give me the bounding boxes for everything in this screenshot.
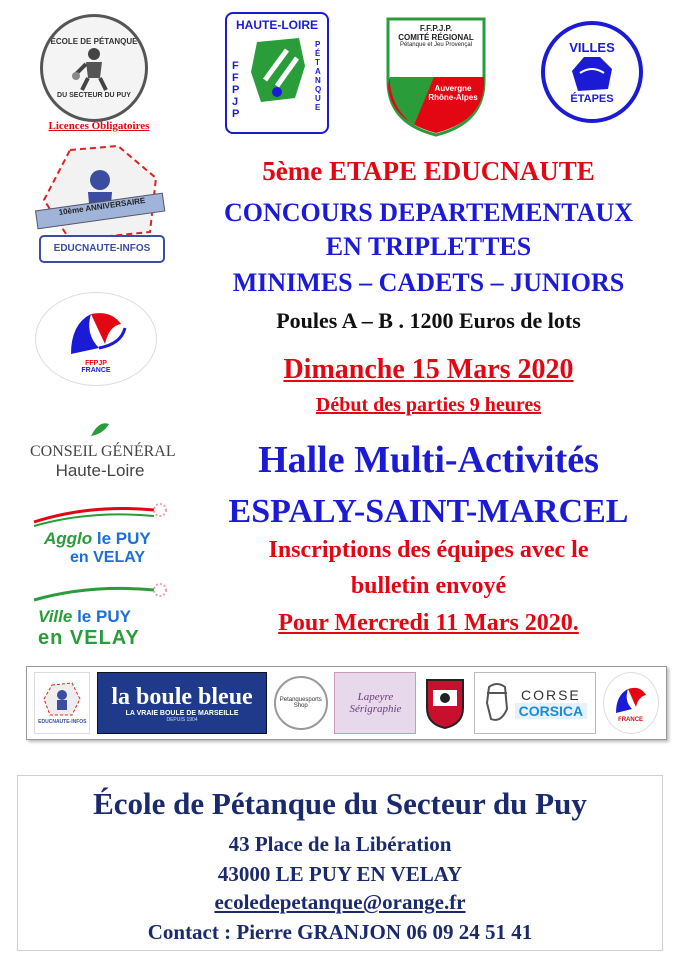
- villes-top: VILLES: [569, 39, 615, 55]
- moor-head-icon: [483, 681, 511, 725]
- ecole-logo-bottom-text: DU SECTEUR DU PUY: [57, 92, 131, 99]
- event-date: Dimanche 15 Mars 2020: [283, 354, 574, 385]
- comite-line1: F.F.P.J.P.: [419, 24, 453, 33]
- boule-title: la boule bleue: [111, 683, 253, 710]
- sponsor-corse: [474, 672, 596, 734]
- petanque-player-icon: [72, 46, 116, 92]
- sponsor-lapeyre: [334, 672, 416, 734]
- comite-line2: COMITÉ RÉGIONAL: [398, 33, 474, 42]
- shop-label: Petanquesports Shop: [279, 697, 322, 709]
- ville-part3: en VELAY: [38, 627, 140, 649]
- comite-line4: Auvergne Rhône-Alpes: [428, 84, 478, 102]
- sponsor-educ-label: EDUCNAUTE-INFOS: [38, 719, 87, 725]
- contact-box: [17, 775, 663, 951]
- ffpjp-france-logo: [30, 292, 162, 386]
- event-registration-line2: bulletin envoyé: [350, 573, 507, 599]
- corsica-label: CORSICA: [515, 703, 588, 719]
- event-venue: Halle Multi-Activités: [258, 439, 599, 481]
- school-city: 43000 LE PUY EN VELAY: [217, 862, 463, 886]
- ville-part1: Ville: [38, 607, 73, 626]
- comite-line3: Pétanque et Jeu Provençal: [399, 42, 473, 48]
- corse-label: CORSE: [520, 687, 581, 703]
- event-categories: MINIMES – CADETS – JUNIORS: [232, 268, 625, 297]
- event-pools: Poules A – B . 1200 Euros de lots: [276, 308, 581, 333]
- haute-loire-title: HAUTE-LOIRE: [236, 18, 318, 32]
- sponsor-ffpjp: [603, 672, 659, 734]
- rooster-icon: [61, 304, 131, 360]
- school-email[interactable]: ecoledepetanque@orange.fr: [214, 890, 466, 914]
- event-title-line2: EN TRIPLETTES: [325, 232, 532, 261]
- conseil-line1: CONSEIL GÉNÉRAL: [30, 443, 176, 460]
- lapeyre-label: Lapeyre Sérigraphie: [349, 691, 402, 715]
- ville-part2: le PUY: [77, 607, 131, 626]
- boule-since: DEPUIS 1904: [166, 716, 198, 723]
- haute-loire-logo: [225, 12, 329, 134]
- school-address: 43 Place de la Libération: [228, 832, 452, 856]
- ffpjp-line2: FRANCE: [81, 367, 111, 374]
- event-registration-line1: Inscriptions des équipes avec le: [268, 537, 589, 563]
- ffpjp-line1: FFPJP: [85, 360, 107, 367]
- school-contact: Contact : Pierre GRANJON 06 09 24 51 41: [147, 920, 533, 944]
- conseil-leaf-icon: [89, 420, 111, 438]
- educnaute-small-icon: [42, 681, 82, 719]
- villes-etapes-logo: [537, 17, 647, 127]
- france-map-icon: [570, 55, 614, 93]
- educnaute-banner: EDUCNAUTE-INFOS: [53, 243, 151, 254]
- agglo-part3: en VELAY: [70, 549, 145, 566]
- haute-loire-map-icon: [247, 36, 309, 106]
- ecole-logo: [38, 16, 150, 120]
- agglo-part1: Agglo: [44, 529, 93, 548]
- agglo-part2: le PUY: [96, 529, 151, 548]
- agglo-swoosh-icon: [30, 500, 170, 530]
- sponsor-boule-bleue: [97, 672, 267, 734]
- conseil-line2: Haute-Loire: [55, 461, 145, 480]
- comite-regional-logo: [383, 14, 489, 138]
- club-shield-icon: [425, 676, 465, 730]
- event-stage: 5ème ETAPE EDUCNAUTE: [262, 156, 595, 186]
- sponsor-educnaute: [34, 672, 90, 734]
- licences-note: Licences Obligatoires: [48, 120, 150, 132]
- haute-loire-petanque: PÉTANQUE: [315, 40, 322, 112]
- event-deadline: Pour Mercredi 11 Mars 2020.: [278, 610, 579, 636]
- school-name: École de Pétanque du Secteur du Puy: [93, 786, 587, 821]
- educnaute-ribbon: 10ème ANNIVERSAIRE: [58, 195, 146, 218]
- event-title-line1: CONCOURS DEPARTEMENTAUX: [223, 198, 634, 227]
- haute-loire-ffpjp: FFPJP: [232, 60, 240, 120]
- event-start: Début des parties 9 heures: [315, 394, 542, 416]
- sponsor-shield: [423, 672, 467, 734]
- ville-swoosh-icon: [30, 580, 170, 608]
- agglo-logo: [30, 500, 170, 572]
- ecole-logo-top-text: ÉCOLE DE PÉTANQUE: [50, 37, 138, 46]
- rooster-small-icon: [612, 683, 650, 717]
- conseil-general-logo: [30, 420, 176, 488]
- boule-sub: LA VRAIE BOULE DE MARSEILLE: [125, 709, 239, 717]
- sponsor-ffpjp-label: FRANCE: [618, 717, 644, 723]
- villes-bottom: ÉTAPES: [570, 92, 614, 105]
- educnaute-logo: [30, 140, 170, 268]
- sponsor-shop: [274, 676, 328, 730]
- event-city: ESPALY-SAINT-MARCEL: [228, 493, 629, 530]
- sponsor-strip: [26, 666, 667, 740]
- ville-logo: [30, 580, 170, 656]
